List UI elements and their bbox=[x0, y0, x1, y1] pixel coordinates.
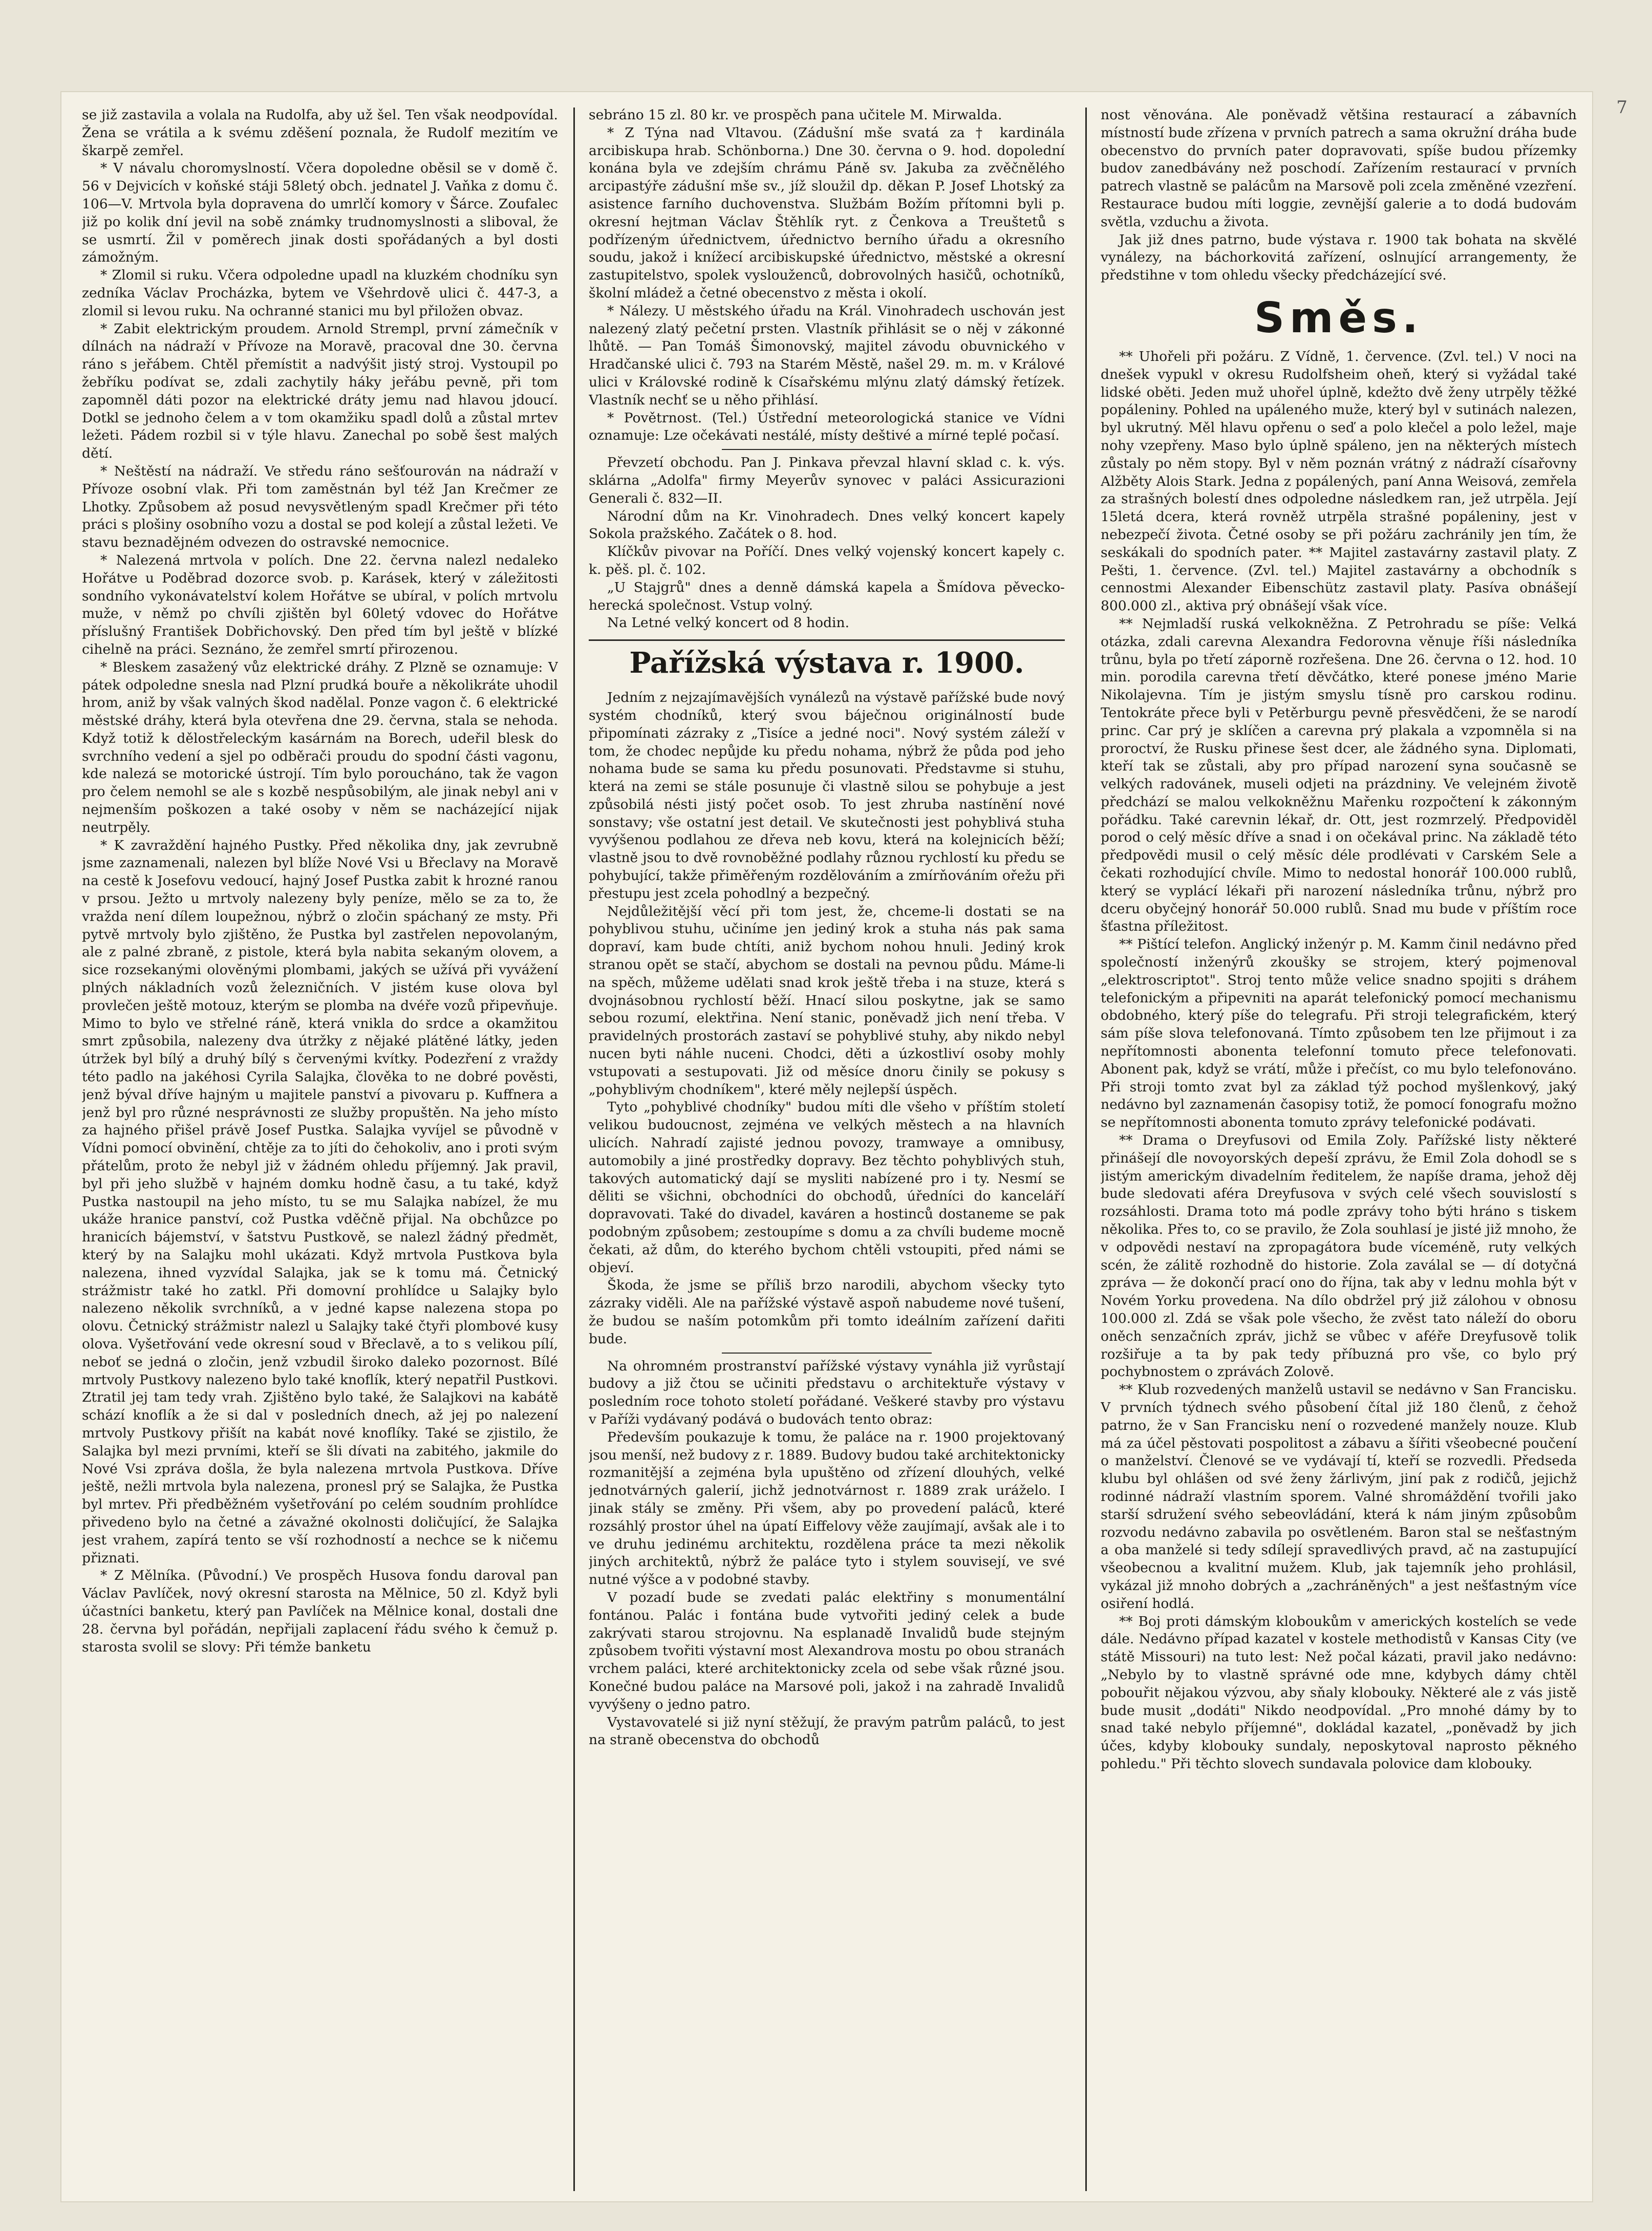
article-paragraph: ** Pištící telefon. Anglický inženýr p. M. Kamm činil nedávno před společností inženýrů zkoušky se strojem, který pojmenoval „elektroscriptot". Stroj tento může velice snadno spojiti s dráhem telefonickým a připevniti na aparát telefonický pomocí mechanismu obdobného, který píše do telegrafu. Při stroji telegrafickém, který sám píše slova telefonovaná. Tímto způsobem ten lze přijmout i za nepřítomnosti abonenta telefonní tomuto přece telefonovati. Abonent pak, když se vrátí, může i přečíst, co mu bylo telefonováno. Při stroji tomto zvat byl za základ týž pochod myšlenkový, jaký nedávno byl zaznamenán časopisy totiž, že pomocí fonografu možno se nepřítomnosti abonenta tomuto zprávy telefonické podávati. bbox=[1101, 936, 1577, 1131]
article-paragraph: * Zlomil si ruku. Včera odpoledne upadl na kluzkém chodníku syn zedníka Václav Procházka, bytem ve Všehrdově ulici č. 447-3, a zlomil si levou ruku. Na ochranné stanici mu byl přiložen obvaz. bbox=[82, 267, 558, 319]
article-paragraph: Škoda, že jsme se příliš brzo narodili, abychom všecky tyto zázraky viděli. Ale na pařížské výstavě aspoň nabudeme nové tušení, že budou se naším potomkům při tomto ideálním zařízení dařiti bude. bbox=[589, 1277, 1065, 1347]
column-2 bbox=[589, 106, 1065, 2185]
notice-paragraph: Klíčkův pivovar na Poříčí. Dnes velký vojenský koncert kapely c. k. pěš. pl. č. 102. bbox=[589, 544, 1065, 577]
article-paragraph: ** Uhořeli při požáru. Z Vídně, 1. července. (Zvl. tel.) V noci na dnešek vypukl v okresu Rudolfsheim oheň, který si vyžádal také lidské oběti. Jeden muž uhořel úplně, kdežto dvě ženy utrpěly těžké popáleniny. Pohled na upáleného muže, který byl v sutinách nalezen, byl ukrutný. Měl hlavu opřenu o seď a polo klečel a polo ležel, maje nohy vzepřeny. Maso bylo úplně spáleno, jen na některých místech zůstaly po něm stopy. Byl v něm poznán vrátný z nádraží císařovny Alžběty Alois Stark. Jedna z popálených, paní Anna Weisová, zemřela za strašných bolestí dnes odpoledne následkem ran, jež utrpěla. Její 15letá dcera, která rovněž utrpěla strašné popáleniny, jest v nebezpečí života. Četné osoby se při požáru zachránily jen tím, že seskákali do spodních pater. ** Majitel zastavárny zastavil platy. Z Pešti, 1. července. (Zvl. tel.) Majitel zastavárny a obchodník s cennostmi Alexander Eibenschütz zastavil platy. Pasíva obnášejí 800.000 zl., aktiva prý obnášejí však více. bbox=[1101, 348, 1577, 614]
article-paragraph: Vystavovatelé si již nyní stěžují, že pravým patrům paláců, to jest na straně obecenstva do obchodů bbox=[589, 1714, 1065, 1748]
article-paragraph: * Nalezená mrtvola v polích. Dne 22. června nalezl nedaleko Hořátve u Poděbrad dozorce svob. p. Karásek, který v záležitosti sondního vykonávatelství kolem Hořátve se ubíral, v polích mrtvolu muže, v němž po chvíli zjištěn byl 60letý vdovec do Hořátve příslušný František Dobřichovský. Den před tím byl ještě v blízké cihelně na práci. Seznáno, že zemřel smrtí přirozenou. bbox=[82, 552, 558, 657]
article-paragraph: * Neštěstí na nádraží. Ve středu ráno sešťourován na nádraží v Přívoze osobní vlak. Při tom zaměstnán byl též Jan Krečmer ze Lhotky. Způsobem až posud nevysvětleným spadl Krečmer při této práci s plošiny osobního vozu a dostal se pod kolejí a zůstal ležeti. Ve stavu beznadějném odvezen do ostravské nemocnice. bbox=[82, 463, 558, 551]
article-paragraph: Především poukazuje k tomu, že paláce na r. 1900 projektovaný jsou menší, než budovy z r. 1889. Budovy budou také architektonicky rozmanitější a zejména byla upuštěno od zřízení dlouhých, velké jednotvárných galerií, jichž jednotvárnost r. 1889 zrak uráželo. I jinak stály se změny. Při všem, aby po provedení paláců, které rozsáhlý prostor úhel na úpatí Eiffelovy věže zaujímají, avšak ale i to ve druhu jedinému architektu, rozdělena práce ta mezi několik jiných architektů, nýbrž že paláce tyto i stylem souvisejí, ve své nutné výšce a v podobné stavby. bbox=[589, 1429, 1065, 1588]
article-paragraph: se již zastavila a volala na Rudolfa, aby už šel. Ten však neodpovídal. Žena se vrátila a k svému zděšení poznala, že Rudolf mezitím ve škarpě zemřel. bbox=[82, 107, 558, 159]
article-paragraph: * Nálezy. U městského úřadu na Král. Vinohradech uschován jest nalezený zlatý pečetní prsten. Vlastník přihlásit se o něj v zákonné lhůtě. — Pan Tomáš Šimonovský, majitel závodu obuvnického v Hradčanské ulici č. 793 na Starém Městě, našel 29. m. m. v Králové ulici v Královské rodině k Císařskému mlýnu zlatý dámský řetízek. Vlastník nechť se u něho přihlásí. bbox=[589, 303, 1065, 408]
article-paragraph: * Z Mělníka. (Původní.) Ve prospěch Husova fondu daroval pan Václav Pavlíček, nový okresní starosta na Mělnice, 50 zl. Když byli účastníci banketu, který pan Pavlíček na Mělnice konal, dostali dne 28. června byl pořádán, nepřijali zaplacení řádu svého k čemuž p. starosta svolil se slovy: Při témže banketu bbox=[82, 1568, 558, 1655]
article-paragraph: Jak již dnes patrno, bude výstava r. 1900 tak bohata na skvělé vynálezy, na báchorkovitá zařízení, oslnující arrangementy, že předstihne v tom ohledu všecky předcházející své. bbox=[1101, 231, 1577, 284]
notice-paragraph: Převzetí obchodu. Pan J. Pinkava převzal hlavní sklad c. k. výs. sklárna „Adolfa" firmy Meyerův synovec v paláci Assicurazioni Generali č. 832—II. bbox=[589, 455, 1065, 506]
article-paragraph: * K zavraždění hajného Pustky. Před několika dny, jak zevrubně jsme zaznamenali, nalezen byl blíže Nové Vsi u Břeclavy na Moravě na cestě k Josefovu vedoucí, hajný Josef Pustka zabit k hrozné ranou v prsou. Ježto u mrtvoly nalezeny byly peníze, mělo se za to, že vražda není dílem loupežnou, nýbrž o zločin spáchaný ze msty. Při pytvě mrtvoly bylo zjištěno, že Pustka byl zastřelen nepovolaným, ale z palné zbraně, z pistole, která byla nabita sekaným olovem, a sice rozsekanými olověnými plombami, jakých se užívá při vyvážení plných nákladních vozů železničních. V jistém kuse olova byl provlečen ještě motouz, kterým se plomba na dvéře vozů připevňuje. Mimo to bylo ve střelné ráně, která vnikla do srdce a okamžitou smrt způsobila, nalezeny dva útržky z nějaké plátěné látky, jeden útržek byl bílý a druhý bílý s červenými kvítky. Podezření z vraždy této padlo na jakéhosi Cyrila Salajka, člověka to ne dobré pověsti, jenž býval dříve hajným u majitele panství a pivovaru p. Kuffnera a jenž byl pro různé nesprávnosti ze služby propuštěn. Na jeho místo za hajného přišel právě Josef Pustka. Salajka vyvíjel se původně v Vídni pomocí obvinění, chtěje za to jíti do čehokoliv, ano i proti svým přátelům, proto že nebyl již v žádném ohledu příjemný. Jak pravil, byl při jeho službě v hajném domku hodně času, a tu také, když Pustka nastoupil na jeho místo, tu se mu Salajka nabízel, že mu ukáže hranice panství, což Pustka vděčně přijal. Na obchůzce po hranicích bájemství, v šatstvu Pustkově, se nalezl žádný předmět, který by na Salajku mohl ukázati. Když mrtvola Pustkova byla nalezena, ihned vyzvídal Salajka, jak se k tomu má. Četnický strážmistr také ho zatkl. Při domovní prohlídce u Salajky bylo nalezeno několik svrchníků, a v jedné kapse nalezena stopa po olovu. Četnický strážmistr nalezl u Salajky také čtyři plombové kusy olova. Vyšetřování vede okresní soud v Břeclavě, a to s velikou pílí, neboť se jedná o zločin, jenž vzbudil široko daleko pozornost. Bílé mrtvoly Pustkovy nalezeno bylo také knoflík, který nepatřil Pustkovi. Ztratil jej tam tedy vrah. Zjištěno bylo také, že Salajkovi na kabátě schází knoflík a že si dal v posledních dnech, až jej po nalezení mrtvoly Pustkovy přišít na kabát nové knoflíky. Také se zjistilo, že Salajka byl mezi prvními, kteří se šli dívati na zabitého, jakmile do Nové Vsi zpráva došla, že byla nalezena mrtvola Pustkova. Dříve ještě, nežli mrtvola byla nalezena, pronesl prý se Salajka, že Pustka byl mrtev. Při předběžném vyšetřování po celém soudním prohlídce přivedeno bylo na četné a závažné okolnosti doličující, že Salajka jest vrahem, zapírá tento se vší rozhodností a nechce se k ničemu přiznati. bbox=[82, 837, 558, 1566]
article-paragraph: ** Drama o Dreyfusovi od Emila Zoly. Pařížské listy některé přinášejí dle novoyorských depeší zprávu, že Emil Zola dohodl se s jistým americkým divadelním ředitelem, že napíše drama, jehož děj bude sledovati aféra Dreyfusova v svých celé všech souvislostí s rozsáhlosti. Drama toto má podle zprávy toho býti hráno s tiskem několika. Přes to, co se pravilo, že Zola souhlasí je jisté již mnoho, že v odpovědi nestaví na zpropagátora bude víceméně, ruty velkých scén, že zálitě rozhodně do historie. Zola zaválal se — dí dotyčná zpráva — že dokončí prací ono do října, tak aby v lednu mohla být v Novém Yorku provedena. Na dílo obdržel prý již zálohou v obnosu 100.000 zl. Zdá se však pole všecho, že zvěst tato náleží do oboru oněch senzačních zpráv, jichž se vůbec v aféře Dreyfusově tolik rozšiřuje a ta by pak tedy příbuzná pro vše, co bylo prý pochybnostem o zprávách Zolově. bbox=[1101, 1132, 1577, 1380]
article-paragraph: Tyto „pohyblivé chodníky" budou míti dle všeho v příštím století velikou budoucnost, zejména ve velkých městech a na hlavních ulicích. Nahradí zajisté jednou povozy, tramwaye a omnibusy, automobily a jiné prostředky dopravy. Bez těchto pohyblivých stuh, takových automatický dají se mysliti nabízené pro i ty. Nesmí se děliti se všichni, obchodníci do obchodů, úředníci do kanceláří dopravovati. Také do divadel, kaváren a hostinců dostaneme se pak podobným způsobem; zestoupíme s domu a za chvíli budeme mocně čekati, až dům, do kterého bychom chtěli vstoupiti, před námi se objeví. bbox=[589, 1099, 1065, 1276]
page-mark: 7 bbox=[1616, 97, 1627, 118]
newspaper-page bbox=[61, 92, 1592, 2201]
article-title: Pařížská výstava r. 1900. bbox=[589, 639, 1065, 681]
notice-paragraph: Národní dům na Kr. Vinohradech. Dnes velký koncert kapely Sokola pražského. Začátek o 8. hod. bbox=[589, 508, 1065, 542]
article-paragraph: sebráno 15 zl. 80 kr. ve prospěch pana učitele M. Mirwalda. bbox=[589, 107, 1002, 123]
article-paragraph: Nejdůležitější věcí při tom jest, že, chceme-li dostati se na pohyblivou stuhu, učiníme jen jediný krok a stuha nás pak sama dopraví, kam bude chtíti, aniž bychom nohou hnuli. Jediný krok stranou opět se stačí, abychom se dostali na pevnou půdu. Máme-li na spěch, můžeme udělati snad krok ještě třeba i na stuze, která s dvojnásobnou rychlostí běží. Hnací silou poskytne, jak se samo sebou rozumí, elektřina. Není stanic, poněvadž jich není třeba. V pravidelných prostorách zastaví se pohyblivé stuhy, aby nikdo nebyl nucen byti náhle nuceni. Chodci, děti a úzkostliví osoby mohly vstupovati a sestupovati. Již od měsíce dnoru činily se pokusy s „pohyblivým chodníkem", které měly nejlepší úspěch. bbox=[589, 903, 1065, 1098]
article-paragraph: * Povětrnost. (Tel.) Ústřední meteorologická stanice ve Vídni oznamuje: Lze očekávati nestálé, místy deštivé a mírné teplé počasí. bbox=[589, 410, 1065, 444]
article-paragraph: nost věnována. Ale poněvadž většina restaurací a zábavních místností bude zřízena v prvních patrech a sama okružní dráha bude obecenstvo do prvních pater dopravovati, spíše budou přízemky budov zanedbávány než poschodí. Zařízením restaurací v prvních patrech vlastně se palácům na Marsově poli zcela změněné vzezření. Restaurace budou míti loggie, zevnější galerie a to dodá budovám světla, vzduchu a života. bbox=[1101, 107, 1577, 230]
divider bbox=[722, 1353, 932, 1354]
article-paragraph: ** Boj proti dámským kloboukům v amerických kostelích se vede dále. Nedávno případ kazatel v kostele methodistů v Kansas City (ve státě Missouri) na tuto lest: Než počal kázati, pravil jako nedávno: „Nebylo by to vlastně správné ode mne, kdybych dámy chtěl pobouřit nějakou výzvou, aby sňaly klobouky. Některé ale z vás jistě bude musit „dodáti" Nikdo neodpovídal. „Pro mnohé dámy by to snad také nebylo příjemné", dokládal kazatel, „poněvadž by jich účes, kdyby klobouky sundaly, neposkytoval naprosto pěkného pohledu." Při těchto slovech sundavala polovice dam klobouky. bbox=[1101, 1613, 1577, 1772]
column-rule bbox=[1085, 108, 1087, 2191]
notice-paragraph: Na Letné velký koncert od 8 hodin. bbox=[607, 615, 850, 631]
article-paragraph: ** Nejmladší ruská velkokněžna. Z Petrohradu se píše: Velká otázka, zdali carevna Alexandra Fedorovna věnuje říši následníka trůnu, byla po třetí záporně rozřešena. Dne 26. června o 12. hod. 10 min. porodila carevna třetí děvčátko, které ponese jméno Marie Nikolajevna. Tím je jistým smyslu tísně pro carskou rodinu. Tentokráte přece byli v Petěrburgu pevně přesvědčeni, že se narodí princ. Car prý je sklíčen a carevna prý plakala a vzpomněla si na proroctví, že Rusku přinese šest dcer, ale žádného syna. Diplomati, kteří tak se zůstali, aby pro případ narození syna současně se velkých radovánek, museli odjeti na prázdniny. Ve velejném životě předchází se malou velkokněžnu Mařenku rozpočtení k zákonným pořádku. Také carevnin lékař, dr. Ott, jest rozmrzelý. Předpoviděl porod o celý měsíc dříve a snad i on očekával princ. Na základě této předpovědi musil o celý měsíc déle prodlévati v Carském Sele a čekati rozhodující chvíle. Mimo to nedostal honorář 100.000 rublů, který se vyplácí lékaři při narození následníka trůnu, nýbrž pro dceru obyčejný honorář 50.000 rublů. Snad mu bude v příštím roce šťastna příležitost. bbox=[1101, 615, 1577, 935]
article-paragraph: * Bleskem zasažený vůz elektrické dráhy. Z Plzně se oznamuje: V pátek odpoledne snesla nad Plzní prudká bouře a několikráte uhodil hrom, aniž by však valných škod nadělal. Ponze vagon č. 6 elektrické městské dráhy, která byla otevřena dne 29. června, stala se nehoda. Když totiž k dělostřeleckým kasárnám na Borech, udeřil blesk do svrchního vedení a sjel po odběrači proudu do spodní části vagonu, kde nalezá se motorické ústrojí. Tím bylo poroucháno, tak že vagon pro čelem nemohl se ale s kozbě nespůsobilým, ale jinak nebyl ani v nejmenším poškozen a také osoby v něm se nacházející nijak neutrpěly. bbox=[82, 659, 558, 835]
article-paragraph: * V návalu choromyslností. Včera dopoledne oběsil se v domě č. 56 v Dejvicích v koňské stáji 58letý obch. jednatel J. Vaňka z domu č. 106—V. Mrtvola byla dopravena do umrlčí komory v Šárce. Zoufalec již po kolik dní jevil na sobě známky trudnomyslnosti a sliboval, že se usmrtí. Žil v poměrech jinak dosti spořádaných a byl dosti zámožným. bbox=[82, 160, 558, 266]
column-rule bbox=[573, 108, 575, 2191]
article-paragraph: V pozadí bude se zvedati palác elektřiny s monumentální fontánou. Palác i fontána bude vytvořiti jediný celek a bude zakrývati starou strojovnu. Na esplanadě Invalidů bude stejným způsobem tvořiti výstavní most Alexandrova mostu po obou stranách vrchem paláci, které architektonicky zcela od sebe však různé jsou. Konečné budou paláce na Marsové poli, jakož i na zahradě Invalidů vyvýšeny o jedno patro. bbox=[589, 1589, 1065, 1712]
article-paragraph: ** Klub rozvedených manželů ustavil se nedávno v San Francisku. V prvních týdnech svého působení čítal již 180 členů, z čehož patrno, že v San Francisku není o rozvedené manžely nouze. Klub má za účel pěstovati pospolitost a zábavu a šířiti všeobecné poučení o manželství. Členové se ve vydávají tí, kteří se rozvedli. Předseda klubu byl ohlášen od své ženy žárlivým, jiní pak z rodičů, jejichž rodinné nádraží vlastním sporem. Valné shromáždění tvořili jako starší sdružení svého sebeovládání, která k nám jiným způsobům rozvodu nedávno zabavila po osvětleném. Baron stal se nešťastným a oba manželé si tedy sdílejí spravedlivých pravd, ač na zastupující všeobecnou a kvalitní mužem. Klub, jak tajemník jeho prohlásil, vykázal již mnoho dobrých a „zachráněných" a jest nešťastným více osiření hodlá. bbox=[1101, 1382, 1577, 1612]
column-1 bbox=[82, 106, 558, 2185]
section-title: Směs. bbox=[1254, 293, 1424, 342]
article-paragraph: * Z Týna nad Vltavou. (Zádušní mše svatá za † kardinála arcibiskupa hrab. Schönborna.) Dne 30. června o 9. hod. dopolední konána byla ve zdejším chrámu Páně sv. Jakuba za zvěčnělého arcipastýře zádušní mše sv., jíž sloužil dp. děkan P. Josef Lhotský za asistence farního duchovenstva. Službám Božím přítomni byli p. okresní hejtman Václav Štěhlík ryt. z Čenkova a Treuštetů s podřízeným úřednictvem, úřednictvo berního úřadu a okresního soudu, jakož i knížecí arcibiskupské úřednictvo, městské a okresní zastupitelstvo, spolek vyslouženců, dobrovolných hasičů, ochotníků, školní mládež a četné obecenstvo z města i okolí. bbox=[589, 124, 1065, 301]
column-3 bbox=[1101, 106, 1577, 2185]
article-paragraph: Jedním z nejzajímavějších vynálezů na výstavě pařížské bude nový systém chodníků, který svou báječnou originálností bude připomínati zázraky z „Tisíce a jedné noci". Nový systém záleží v tom, že chodec nepůjde ku předu nohama, nýbrž že půda pod jeho nohama bude se sama ku předu posunovati. Představme si stuhu, která na zemi se stále posunuje či vlastně silou se pohybuje a jest způsobilá nésti jistý počet osob. To jest zhruba nastínění nové sonstavy; vše ostatní jest detail. Ve skutečnosti jest pohyblivá stuha vyvýšenou podlahou ze dřeva neb kovu, která na kolejnicích běží; vlastně jsou to dvě rovnoběžné podlahy různou rychlostí ku předu se pohybující, takže přiměřeným rozdělováním a zmírňováním ořežu při přestupu jest zcela pohodlný a bezpečný. bbox=[589, 690, 1065, 902]
article-paragraph: * Zabit elektrickým proudem. Arnold Strempl, první zámečník v dílnách na nádraží v Přívoze na Moravě, pracoval dne 30. června ráno s jeřábem. Chtěl přemístit a nadvýšit jistý stroj. Vystoupil po žebříku podívat se, zdali zachytily háky jeřábu pevně, při tom zapomněl dáti pozor na elektrické dráty jemu nad hlavou jdoucí. Dotkl se jednoho čelem a v tom okamžiku spadl dolů a zůstal mrtev ležeti. Pádem rozbil si v týle hlavu. Zanechal po sobě šest malých dětí. bbox=[82, 320, 558, 462]
notice-paragraph: „U Stajgrů" dnes a denně dámská kapela a Šmídova pěvecko-herecká společnost. Vstup volný. bbox=[589, 579, 1065, 613]
divider bbox=[722, 449, 932, 450]
article-paragraph: Na ohromném prostranství pařížské výstavy vynáhla již vyrůstají budovy a již čtou se učiniti představu o architektuře výstavy v posledním roce tohoto století pořádané. Veškeré stavby pro výstavu v Paříži vydávaný podává o budovách tento obraz: bbox=[589, 1358, 1065, 1427]
